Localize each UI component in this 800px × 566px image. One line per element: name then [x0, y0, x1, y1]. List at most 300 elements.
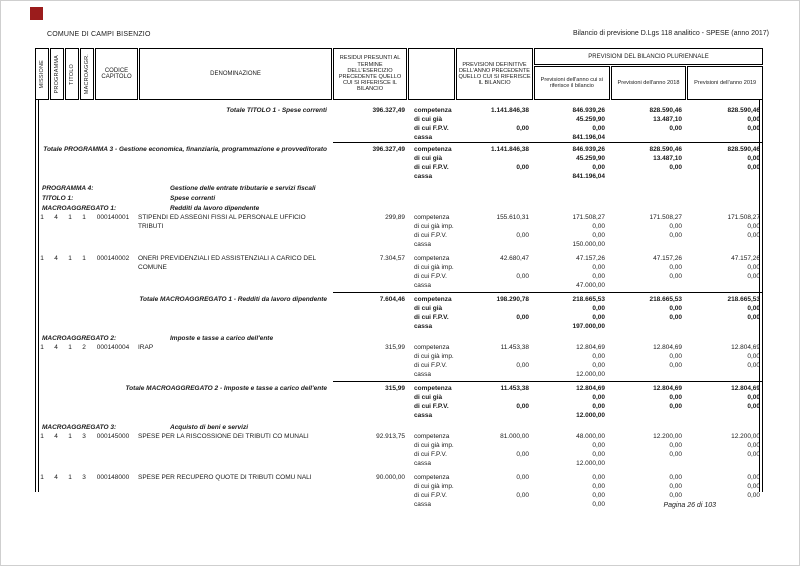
previsioni-2019-values-line-1: 0,00 — [747, 264, 760, 271]
total-row-label: Totale MACROAGGREGATO 2 - Imposte e tasse a carico dell'ente — [125, 385, 327, 392]
row-line-labels-line-2: di cui F.P.V. — [414, 451, 447, 458]
report-title: Bilancio di previsione D.Lgs 118 analitico - SPESE (anno 2017) — [573, 30, 769, 37]
previsioni-2018-values-line-1: 0,00 — [669, 305, 682, 312]
previsioni-2019-values-line-1: 0,00 — [747, 353, 760, 360]
row-line-labels-line-3: cassa — [414, 241, 431, 248]
previsioni-2019-values-line-1: 0,00 — [747, 116, 760, 123]
residui-presunti-value — [333, 473, 408, 509]
previsioni-anno-riferimento-values — [532, 343, 608, 379]
previsioni-2018-values — [608, 145, 685, 181]
section-heading-row — [35, 184, 763, 193]
previsioni-2019-values-line-3 — [685, 411, 760, 420]
previsioni-2018-values — [608, 384, 685, 420]
previsioni-anno-riferimento-values-line-0: 12.804,69 — [576, 385, 605, 392]
previsioni-definitive-values-line-0: 11.453,38 — [500, 385, 529, 392]
previsioni-anno-riferimento-values — [532, 145, 608, 181]
section-heading-block — [35, 423, 763, 432]
capitolo-code: 000145000 — [96, 433, 130, 440]
previsioni-2018-values-line-1: 0,00 — [669, 264, 682, 271]
row-line-labels-line-2: di cui F.P.V. — [414, 362, 447, 369]
row-line-labels-line-1: di cui già — [414, 155, 443, 162]
residui-presunti-value-line-0: 90.000,00 — [376, 474, 405, 481]
previsioni-2019-values-line-2: 0,00 — [747, 273, 760, 280]
previsioni-2018-values-line-3 — [608, 172, 682, 181]
budget-table-body — [35, 100, 763, 514]
titolo-code: 1 — [68, 344, 72, 351]
previsioni-definitive-values-line-1 — [455, 352, 529, 361]
row-line-labels — [408, 106, 455, 142]
section-key: TITOLO 1: — [42, 195, 74, 202]
programma-code: 4 — [54, 433, 58, 440]
column-header-programma — [50, 48, 64, 100]
total-row-group — [35, 145, 763, 181]
residui-presunti-value — [333, 432, 408, 468]
section-heading-block — [35, 334, 763, 343]
previsioni-definitive-values — [455, 106, 532, 142]
residui-presunti-value-line-2 — [333, 163, 405, 172]
previsioni-definitive-values-line-1 — [455, 263, 529, 272]
previsioni-2018-values-line-2: 0,00 — [669, 362, 682, 369]
previsioni-definitive-values-line-2: 0,00 — [516, 273, 529, 280]
previsioni-anno-riferimento-values-line-2: 0,00 — [592, 451, 605, 458]
row-line-labels-line-2: di cui F.P.V. — [414, 492, 447, 499]
previsioni-2019-values-line-1: 0,00 — [747, 305, 760, 312]
titolo-code: 1 — [68, 474, 72, 481]
previsioni-definitive-values-line-0: 0,00 — [516, 474, 529, 481]
previsioni-anno-riferimento-values-line-2: 0,00 — [592, 164, 605, 171]
column-header-row-labels-spacer — [408, 48, 455, 100]
previsioni-2019-values-line-2: 0,00 — [747, 125, 760, 132]
previsioni-2019-values-line-2: 0,00 — [747, 451, 760, 458]
previsioni-definitive-values-line-3 — [455, 459, 529, 468]
row-line-labels-line-1: di cui già imp. — [414, 264, 454, 271]
previsioni-anno-riferimento-values-line-3: 12.000,00 — [576, 412, 605, 419]
previsioni-2019-values — [685, 145, 763, 181]
previsioni-definitive-values-line-0: 198.290,78 — [496, 296, 529, 303]
previsioni-anno-riferimento-values-line-1: 0,00 — [592, 483, 605, 490]
column-header-titolo — [65, 48, 79, 100]
previsioni-definitive-values-line-1 — [455, 154, 529, 163]
previsioni-2019-values-line-1: 0,00 — [747, 394, 760, 401]
previsioni-2018-values-line-3 — [608, 240, 682, 249]
row-line-labels-line-0: competenza — [414, 296, 452, 303]
row-line-labels-line-3: cassa — [414, 282, 431, 289]
previsioni-2019-values-line-0: 171.508,27 — [727, 214, 760, 221]
previsioni-definitive-values-line-0: 11.453,38 — [500, 344, 529, 351]
detail-row-group — [35, 213, 763, 249]
denominazione-text: ONERI PREVIDENZIALI ED ASSISTENZIALI A CARICO DEL COMUNE — [138, 255, 316, 271]
residui-presunti-value — [333, 254, 408, 290]
residui-presunti-value-line-1 — [333, 441, 405, 450]
pluriennale-subcolumns — [534, 66, 763, 100]
row-line-labels-line-2: di cui F.P.V. — [414, 273, 447, 280]
total-row-label: Totale MACROAGGREGATO 1 - Redditi da lavoro dipendente — [139, 296, 327, 303]
previsioni-anno-riferimento-values-line-1: 0,00 — [592, 305, 605, 312]
total-row-label: Totale PROGRAMMA 3 - Gestione economica, finanziaria, programmazione e provveditorato — [43, 146, 327, 153]
row-line-labels — [408, 384, 455, 420]
previsioni-anno-riferimento-values-line-3: 12.000,00 — [576, 371, 605, 378]
column-header-previsioni-definitive: PREVISIONI DEFINITIVE DELL'ANNO PRECEDENTE QUELLO CUI SI RIFERISCE IL BILANCIO — [456, 48, 533, 100]
previsioni-definitive-values-line-1 — [455, 115, 529, 124]
titolo-code: 1 — [68, 214, 72, 221]
previsioni-definitive-values-line-2: 0,00 — [516, 314, 529, 321]
previsioni-anno-riferimento-values-line-2: 0,00 — [592, 403, 605, 410]
previsioni-definitive-values-line-2: 0,00 — [516, 164, 529, 171]
residui-presunti-value-line-0: 7.604,46 — [379, 296, 405, 303]
previsioni-anno-riferimento-values — [532, 384, 608, 420]
residui-presunti-value-line-3 — [333, 322, 405, 331]
detail-row-group — [35, 343, 763, 379]
previsioni-anno-riferimento-values-line-1: 45.259,90 — [576, 155, 605, 162]
section-key: MACROAGGREGATO 1: — [42, 205, 117, 212]
previsioni-definitive-values-line-0: 81.000,00 — [500, 433, 529, 440]
section-key: PROGRAMMA 4: — [42, 185, 94, 192]
row-line-labels — [408, 145, 455, 181]
residui-presunti-value — [333, 213, 408, 249]
row-line-labels-line-1: di cui già — [414, 394, 443, 401]
capitolo-code: 000140002 — [96, 255, 130, 262]
row-line-labels — [408, 295, 455, 331]
row-line-labels-line-1: di cui già — [414, 305, 443, 312]
previsioni-2019-values-line-0: 828.590,46 — [727, 146, 760, 153]
total-row-group — [35, 106, 763, 142]
previsioni-anno-riferimento-values-line-1: 45.259,90 — [576, 116, 605, 123]
previsioni-anno-riferimento-values-line-3: 197.000,00 — [572, 323, 605, 330]
previsioni-definitive-values-line-3 — [455, 411, 529, 420]
residui-presunti-value-line-0: 7.304,57 — [379, 255, 405, 262]
previsioni-definitive-values-line-2: 0,00 — [516, 492, 529, 499]
macroaggregato-code: 3 — [82, 433, 86, 440]
org-name: COMUNE DI CAMPI BISENZIO — [47, 31, 151, 38]
section-heading-row — [35, 334, 763, 343]
row-line-labels-line-3: cassa — [414, 134, 433, 141]
row-line-labels-line-0: competenza — [414, 146, 452, 153]
previsioni-2019-values-line-1: 0,00 — [747, 483, 760, 490]
previsioni-2018-values-line-3 — [608, 281, 682, 290]
previsioni-2019-values-line-3 — [685, 133, 760, 142]
residui-presunti-value-line-2 — [333, 402, 405, 411]
column-header-anno-2018: Previsioni dell'anno 2018 — [611, 66, 687, 100]
previsioni-definitive-values — [455, 213, 532, 249]
section-heading-row — [35, 194, 763, 203]
macroaggregato-code: 1 — [82, 214, 86, 221]
previsioni-anno-riferimento-values-line-3: 150.000,00 — [572, 241, 605, 248]
row-line-labels — [408, 432, 455, 468]
residui-presunti-value-line-3 — [333, 133, 405, 142]
previsioni-definitive-values — [455, 254, 532, 290]
column-header-macroaggr-label: MACROAGGR. — [83, 53, 90, 95]
previsioni-anno-riferimento-values-line-2: 0,00 — [592, 125, 605, 132]
missione-code: 1 — [40, 344, 44, 351]
previsioni-2018-values — [608, 106, 685, 142]
previsioni-anno-riferimento-values — [532, 473, 608, 509]
column-header-codice-capitolo: CODICE CAPITOLO — [95, 48, 138, 100]
residui-presunti-value-line-1 — [333, 393, 405, 402]
previsioni-anno-riferimento-values-line-1: 0,00 — [592, 353, 605, 360]
previsioni-anno-riferimento-values-line-0: 12.804,69 — [576, 344, 605, 351]
previsioni-anno-riferimento-values-line-2: 0,00 — [592, 492, 605, 499]
section-description: Gestione delle entrate tributarie e servizi fiscali — [170, 185, 316, 192]
previsioni-definitive-values-line-0: 155.610,31 — [496, 214, 529, 221]
previsioni-definitive-values-line-1 — [455, 441, 529, 450]
previsioni-2019-values-line-3 — [685, 172, 760, 181]
titolo-code: 1 — [68, 255, 72, 262]
row-line-labels-line-3: cassa — [414, 371, 431, 378]
total-row-group — [35, 295, 763, 331]
previsioni-2019-values-line-0: 218.665,53 — [727, 296, 760, 303]
row-line-labels-line-1: di cui già imp. — [414, 223, 454, 230]
previsioni-anno-riferimento-values-line-0: 0,00 — [592, 474, 605, 481]
previsioni-2019-values-line-0: 0,00 — [747, 474, 760, 481]
page-number: Pagina 26 di 103 — [663, 502, 716, 509]
residui-presunti-value-line-2 — [333, 272, 405, 281]
previsioni-anno-riferimento-values-line-0: 846.939,26 — [572, 146, 605, 153]
row-line-labels-line-1: di cui già imp. — [414, 483, 454, 490]
previsioni-definitive-values — [455, 295, 532, 331]
detail-row-group — [35, 473, 763, 509]
previsioni-anno-riferimento-values-line-1: 0,00 — [592, 442, 605, 449]
previsioni-2019-values — [685, 254, 763, 290]
previsioni-2019-values-line-0: 828.590,46 — [727, 107, 760, 114]
residui-presunti-value-line-1 — [333, 352, 405, 361]
previsioni-2019-values — [685, 432, 763, 468]
previsioni-definitive-values — [455, 343, 532, 379]
row-line-labels-line-2: di cui F.P.V. — [414, 232, 447, 239]
previsioni-anno-riferimento-values-line-1: 0,00 — [592, 394, 605, 401]
row-line-labels-line-3: cassa — [414, 323, 433, 330]
previsioni-anno-riferimento-values-line-3: 12.000,00 — [576, 460, 605, 467]
previsioni-2018-values-line-0: 828.590,46 — [649, 107, 682, 114]
previsioni-definitive-values-line-3 — [455, 500, 529, 509]
missione-code: 1 — [40, 255, 44, 262]
row-line-labels-line-0: competenza — [414, 214, 450, 221]
residui-presunti-value-line-3 — [333, 172, 405, 181]
macroaggregato-code: 1 — [82, 255, 86, 262]
denominazione-text: SPESE PER LA RISCOSSIONE DEI TRIBUTI CO MUNALI — [138, 433, 309, 440]
capitolo-code: 000140004 — [96, 344, 130, 351]
previsioni-2019-values — [685, 384, 763, 420]
residui-presunti-value-line-2 — [333, 313, 405, 322]
detail-row-group — [35, 432, 763, 468]
residui-presunti-value — [333, 295, 408, 331]
row-line-labels-line-0: competenza — [414, 344, 450, 351]
row-line-labels-line-2: di cui F.P.V. — [414, 403, 449, 410]
section-key: MACROAGGREGATO 2: — [42, 335, 117, 342]
previsioni-2019-values-line-3 — [685, 240, 760, 249]
previsioni-2019-values-line-0: 12.200,00 — [731, 433, 760, 440]
previsioni-2018-values-line-3 — [608, 133, 682, 142]
previsioni-2018-values-line-1: 0,00 — [669, 483, 682, 490]
previsioni-2019-values-line-0: 47.157,26 — [731, 255, 760, 262]
section-description: Spese correnti — [170, 195, 216, 202]
previsioni-anno-riferimento-values-line-1: 0,00 — [592, 223, 605, 230]
row-line-labels-line-0: competenza — [414, 255, 450, 262]
previsioni-2018-values-line-1: 0,00 — [669, 223, 682, 230]
column-header-anno-2019: Previsioni dell'anno 2019 — [687, 66, 763, 100]
column-header-residui-presunti: RESIDUI PRESUNTI AL TERMINE DELL'ESERCIZIO PRECEDENTE QUELLO CUI SI RIFERISCE IL BILANCIO — [333, 48, 407, 100]
previsioni-2018-values-line-3 — [608, 411, 682, 420]
previsioni-2018-values — [608, 213, 685, 249]
previsioni-anno-riferimento-values-line-1: 0,00 — [592, 264, 605, 271]
total-row-group — [35, 384, 763, 420]
missione-code: 1 — [40, 433, 44, 440]
previsioni-definitive-values-line-2: 0,00 — [516, 451, 529, 458]
previsioni-anno-riferimento-values-line-2: 0,00 — [592, 362, 605, 369]
previsioni-definitive-values-line-3 — [455, 370, 529, 379]
previsioni-2019-values-line-3 — [685, 459, 760, 468]
residui-presunti-value — [333, 106, 408, 142]
previsioni-anno-riferimento-values-line-0: 171.508,27 — [572, 214, 605, 221]
previsioni-2018-values-line-0: 47.157,26 — [653, 255, 682, 262]
previsioni-definitive-values-line-2: 0,00 — [516, 125, 529, 132]
previsioni-anno-riferimento-values-line-0: 48.000,00 — [576, 433, 605, 440]
row-line-labels-line-1: di cui già — [414, 116, 443, 123]
previsioni-anno-riferimento-values-line-2: 0,00 — [592, 273, 605, 280]
row-line-labels-line-0: competenza — [414, 433, 450, 440]
denominazione-text: IRAP — [138, 344, 154, 351]
previsioni-2019-values-line-2: 0,00 — [747, 232, 760, 239]
previsioni-2019-values-line-3 — [685, 281, 760, 290]
previsioni-definitive-values — [455, 473, 532, 509]
previsioni-2019-values-line-2: 0,00 — [747, 314, 760, 321]
row-line-labels — [408, 213, 455, 249]
previsioni-definitive-values — [455, 145, 532, 181]
previsioni-definitive-values-line-3 — [455, 240, 529, 249]
row-line-labels-line-2: di cui F.P.V. — [414, 164, 449, 171]
previsioni-2018-values-line-0: 218.665,53 — [649, 296, 682, 303]
column-header-denominazione: DENOMINAZIONE — [139, 48, 332, 100]
row-line-labels-line-3: cassa — [414, 460, 431, 467]
previsioni-2018-values-line-1: 0,00 — [669, 394, 682, 401]
residui-presunti-value-line-0: 315,99 — [385, 385, 405, 392]
row-line-labels — [408, 254, 455, 290]
previsioni-2018-values-line-3 — [608, 370, 682, 379]
previsioni-anno-riferimento-values-line-0: 846.939,26 — [572, 107, 605, 114]
residui-presunti-value-line-3 — [333, 240, 405, 249]
residui-presunti-value-line-1 — [333, 154, 405, 163]
residui-presunti-value-line-0: 396.327,49 — [372, 146, 405, 153]
previsioni-2019-values-line-2: 0,00 — [747, 362, 760, 369]
residui-presunti-value-line-2 — [333, 361, 405, 370]
row-line-labels-line-0: competenza — [414, 474, 450, 481]
previsioni-2019-values — [685, 106, 763, 142]
previsioni-2019-values-line-0: 12.804,69 — [731, 385, 760, 392]
programma-code: 4 — [54, 214, 58, 221]
previsioni-2019-values-line-2: 0,00 — [747, 403, 760, 410]
previsioni-anno-riferimento-values-line-2: 0,00 — [592, 314, 605, 321]
previsioni-2018-values — [608, 254, 685, 290]
previsioni-2018-values-line-2: 0,00 — [669, 451, 682, 458]
previsioni-2018-values — [608, 343, 685, 379]
previsioni-2018-values-line-3 — [608, 322, 682, 331]
residui-presunti-value-line-3 — [333, 500, 405, 509]
previsioni-definitive-values-line-2: 0,00 — [516, 232, 529, 239]
previsioni-anno-riferimento-values-line-2: 0,00 — [592, 232, 605, 239]
previsioni-2018-values-line-0: 0,00 — [669, 474, 682, 481]
previsioni-definitive-values — [455, 384, 532, 420]
column-header-programma-label: PROGRAMMA — [53, 54, 60, 94]
previsioni-2018-values-line-0: 12.200,00 — [653, 433, 682, 440]
previsioni-2019-values-line-1: 0,00 — [747, 155, 760, 162]
previsioni-definitive-values-line-3 — [455, 133, 529, 142]
previsioni-definitive-values-line-0: 1.141.846,38 — [491, 146, 529, 153]
section-heading-row — [35, 423, 763, 432]
column-header-missione-label: MISSIONE — [38, 59, 45, 89]
row-line-labels-line-3: cassa — [414, 173, 433, 180]
row-line-labels — [408, 343, 455, 379]
previsioni-2018-values — [608, 432, 685, 468]
previsioni-2019-values-line-2: 0,00 — [747, 492, 760, 499]
residui-presunti-value-line-0: 299,89 — [385, 214, 405, 221]
previsioni-2018-values-line-3 — [608, 459, 682, 468]
previsioni-anno-riferimento-values — [532, 432, 608, 468]
previsioni-anno-riferimento-values-line-3: 47.000,00 — [576, 282, 605, 289]
previsioni-definitive-values — [455, 432, 532, 468]
previsioni-2018-values-line-2: 0,00 — [669, 125, 682, 132]
programma-code: 4 — [54, 474, 58, 481]
row-line-labels — [408, 473, 455, 509]
section-description: Redditi da lavoro dipendente — [170, 205, 260, 212]
section-heading-row — [35, 204, 763, 213]
column-group-pluriennale — [534, 48, 763, 100]
row-line-labels-line-3: cassa — [414, 501, 431, 508]
previsioni-2018-values-line-2: 0,00 — [669, 232, 682, 239]
row-line-labels-line-2: di cui F.P.V. — [414, 314, 449, 321]
previsioni-anno-riferimento-values — [532, 213, 608, 249]
previsioni-2018-values-line-1: 13.487,10 — [653, 155, 682, 162]
residui-presunti-value-line-1 — [333, 304, 405, 313]
previsioni-definitive-values-line-1 — [455, 304, 529, 313]
previsioni-2018-values-line-0: 171.508,27 — [649, 214, 682, 221]
missione-code: 1 — [40, 474, 44, 481]
titolo-code: 1 — [68, 433, 72, 440]
previsioni-2019-values-line-1: 0,00 — [747, 442, 760, 449]
previsioni-definitive-values-line-3 — [455, 281, 529, 290]
previsioni-2019-values-line-1: 0,00 — [747, 223, 760, 230]
previsioni-2019-values-line-3 — [685, 322, 760, 331]
previsioni-anno-riferimento-values-line-3: 841.196,04 — [572, 134, 605, 141]
residui-presunti-value — [333, 343, 408, 379]
previsioni-anno-riferimento-values-line-0: 218.665,53 — [572, 296, 605, 303]
row-line-labels-line-2: di cui F.P.V. — [414, 125, 449, 132]
previsioni-definitive-values-line-2: 0,00 — [516, 403, 529, 410]
previsioni-2018-values-line-2: 0,00 — [669, 314, 682, 321]
residui-presunti-value-line-3 — [333, 370, 405, 379]
previsioni-2018-values — [608, 295, 685, 331]
programma-code: 4 — [54, 344, 58, 351]
previsioni-2019-values-line-3 — [685, 370, 760, 379]
previsioni-anno-riferimento-values-line-0: 47.157,26 — [576, 255, 605, 262]
previsioni-2018-values-line-2: 0,00 — [669, 403, 682, 410]
section-heading-block — [35, 184, 763, 213]
residui-presunti-value-line-0: 315,99 — [385, 344, 405, 351]
missione-code: 1 — [40, 214, 44, 221]
residui-presunti-value-line-3 — [333, 411, 405, 420]
previsioni-definitive-values-line-2: 0,00 — [516, 362, 529, 369]
residui-presunti-value-line-3 — [333, 281, 405, 290]
row-line-labels-line-1: di cui già imp. — [414, 442, 454, 449]
residui-presunti-value-line-2 — [333, 231, 405, 240]
previsioni-2018-values-line-0: 12.804,69 — [653, 344, 682, 351]
previsioni-anno-riferimento-values — [532, 295, 608, 331]
macroaggregato-code: 2 — [82, 344, 86, 351]
residui-presunti-value-line-1 — [333, 482, 405, 491]
column-header-macroaggr — [80, 48, 94, 100]
capitolo-code: 000148000 — [96, 474, 130, 481]
previsioni-2018-values-line-2: 0,00 — [669, 273, 682, 280]
column-header-titolo-label: TITOLO — [68, 63, 75, 85]
column-header-anno-riferimento: Previsioni dell'anno cui si riferisce il bilancio — [534, 66, 610, 100]
